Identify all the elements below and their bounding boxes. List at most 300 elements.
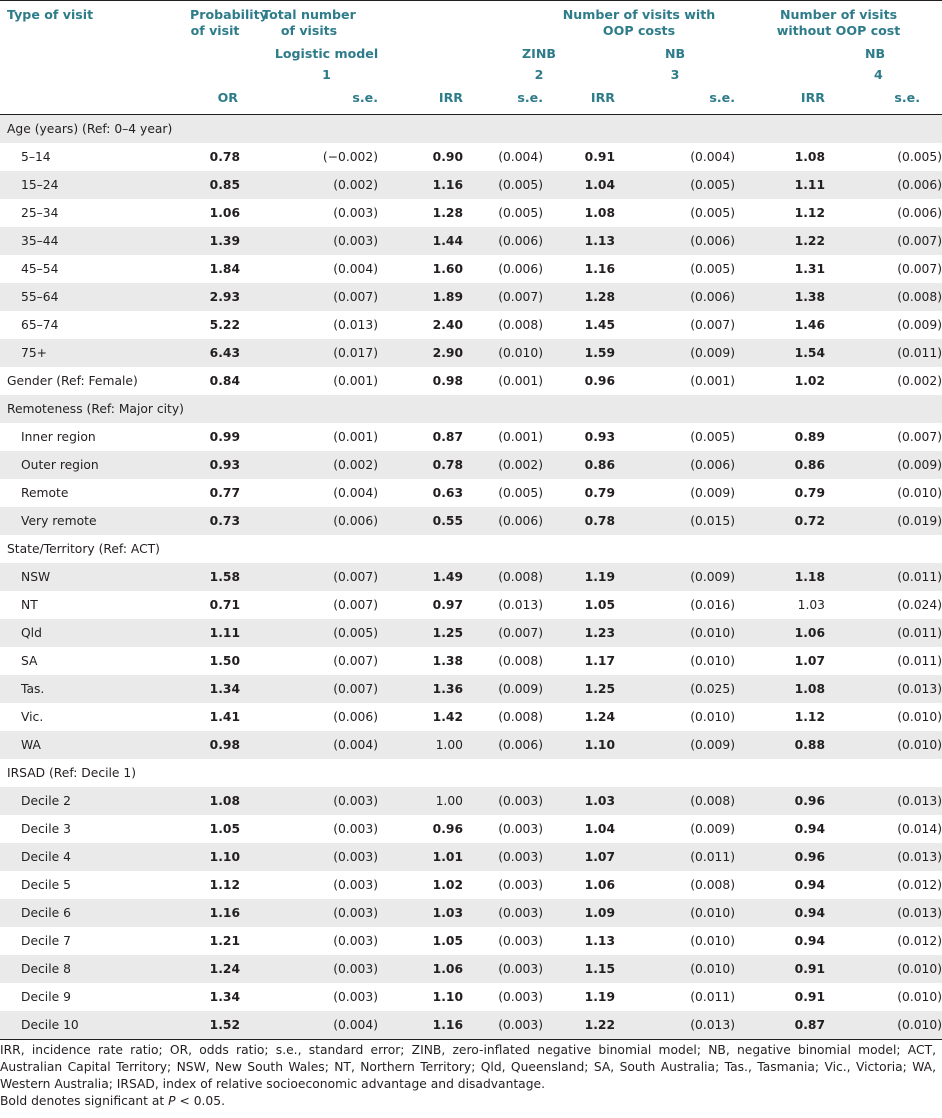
estimate-cell: 0.77 — [209, 486, 240, 500]
se-cell: (0.006) — [615, 283, 735, 311]
table-row — [0, 507, 942, 535]
empty-cell — [543, 535, 615, 563]
estimate-cell: 1.42 — [432, 710, 463, 724]
table-row — [0, 535, 942, 563]
estimate-cell: 1.10 — [190, 843, 240, 871]
se-cell: (0.004) — [240, 1011, 378, 1040]
se-cell: (0.010) — [825, 955, 942, 983]
row-label: 55–64 — [0, 283, 190, 311]
header-total-line2: of visits — [280, 23, 338, 38]
table-row — [0, 591, 942, 619]
table-row — [0, 759, 942, 787]
se-cell: (0.006) — [825, 171, 942, 199]
se-cell: (0.005) — [690, 430, 736, 444]
se-cell: (0.006) — [463, 227, 543, 255]
se-cell: (0.006) — [333, 710, 378, 724]
empty-cell — [825, 395, 942, 423]
se-cell: (0.007) — [897, 430, 942, 444]
se-cell: (0.003) — [463, 955, 543, 983]
se-cell: (0.004) — [498, 150, 543, 164]
row-label: 15–24 — [0, 171, 190, 199]
se-cell: (0.011) — [897, 654, 942, 668]
estimate-cell: 0.85 — [190, 171, 240, 199]
estimate-cell: 1.13 — [584, 934, 615, 948]
se-cell: (0.007) — [240, 563, 378, 591]
table-footnotes — [0, 1042, 936, 1110]
se-cell: (0.004) — [690, 150, 736, 164]
se-cell: (0.006) — [463, 731, 543, 759]
estimate-cell: 1.19 — [584, 990, 615, 1004]
header-prob-line1: Probability — [190, 7, 268, 22]
estimate-cell: 0.86 — [543, 451, 615, 479]
footnote-bold-suffix: < 0.05. — [175, 1094, 225, 1108]
model-number-3: 3 — [670, 67, 680, 82]
se-cell: (0.009) — [463, 675, 543, 703]
se-cell: (0.013) — [825, 675, 942, 703]
estimate-cell: 1.39 — [190, 227, 240, 255]
se-cell: (0.003) — [463, 787, 543, 815]
estimate-cell: 5.22 — [209, 318, 240, 332]
estimate-cell: 0.72 — [735, 507, 825, 535]
se-cell: (0.006) — [240, 507, 378, 535]
se-cell: (0.003) — [463, 843, 543, 871]
row-label: Age (years) (Ref: 0–4 year) — [0, 115, 190, 144]
table-row — [0, 451, 942, 479]
estimate-cell: 1.18 — [735, 563, 825, 591]
row-label: SA — [21, 654, 38, 668]
empty-cell — [735, 395, 825, 423]
estimate-cell: 0.87 — [735, 1011, 825, 1040]
empty-cell — [735, 115, 825, 144]
table-row — [0, 563, 942, 591]
se-cell: (0.006) — [615, 227, 735, 255]
table-row — [0, 255, 942, 283]
se-cell: (0.014) — [897, 822, 942, 836]
header-visits-with-oop — [543, 1, 735, 44]
empty-cell — [735, 759, 825, 787]
estimate-cell: 1.52 — [190, 1011, 240, 1040]
estimate-cell: 1.22 — [543, 1011, 615, 1040]
table-row — [0, 143, 942, 171]
se-cell: (0.005) — [690, 262, 736, 276]
estimate-cell: 1.10 — [543, 731, 615, 759]
se-cell: (0.010) — [615, 955, 735, 983]
estimate-cell: 0.96 — [735, 843, 825, 871]
se-cell: (0.008) — [463, 563, 543, 591]
se-cell: (0.003) — [240, 899, 378, 927]
estimate-cell: 0.99 — [209, 430, 240, 444]
table-row — [0, 675, 942, 703]
se-cell: (0.011) — [615, 843, 735, 871]
row-label: NSW — [0, 563, 190, 591]
se-cell: (0.012) — [897, 878, 942, 892]
se-cell: (0.009) — [615, 563, 735, 591]
estimate-cell: 1.06 — [378, 955, 463, 983]
se-cell: (0.010) — [615, 899, 735, 927]
estimate-cell: 1.58 — [190, 563, 240, 591]
table-row — [0, 871, 942, 899]
empty-cell — [825, 535, 942, 563]
estimate-cell: 1.89 — [378, 283, 463, 311]
estimate-cell: 1.24 — [190, 955, 240, 983]
se-cell: (0.013) — [498, 598, 543, 612]
se-cell: (0.008) — [690, 878, 736, 892]
model-nb-3: NB — [664, 46, 686, 61]
se-cell: (0.009) — [615, 731, 735, 759]
se-cell: (0.003) — [498, 822, 543, 836]
estimate-cell: 0.71 — [209, 598, 240, 612]
table-row — [0, 619, 942, 647]
row-label: Inner region — [21, 430, 96, 444]
se-cell: (0.004) — [240, 731, 378, 759]
row-label: State/Territory (Ref: ACT) — [7, 542, 160, 556]
se-cell: (0.005) — [463, 171, 543, 199]
se-cell: (0.007) — [825, 227, 942, 255]
se-cell: (0.004) — [333, 262, 378, 276]
row-label: Decile 5 — [21, 878, 71, 892]
header-without-line1: Number of visits — [779, 7, 898, 22]
estimate-cell: 0.97 — [432, 598, 463, 612]
estimate-cell: 1.05 — [584, 598, 615, 612]
table-row — [0, 311, 942, 339]
estimate-cell: 0.96 — [735, 787, 825, 815]
empty-cell — [543, 759, 615, 787]
table-row — [0, 171, 942, 199]
estimate-cell: 1.16 — [584, 262, 615, 276]
table-row — [0, 731, 942, 759]
estimate-cell: 0.87 — [432, 430, 463, 444]
estimate-cell: 1.49 — [378, 563, 463, 591]
se-cell: (0.010) — [690, 654, 736, 668]
se-cell: (0.025) — [615, 675, 735, 703]
estimate-cell: 1.31 — [794, 262, 826, 276]
empty-cell — [240, 115, 378, 144]
se-cell: (0.007) — [240, 283, 378, 311]
se-cell: (0.010) — [825, 1011, 942, 1040]
empty-cell — [240, 759, 378, 787]
se-cell: (0.003) — [333, 822, 378, 836]
row-label: Decile 8 — [0, 955, 190, 983]
table-row — [0, 647, 942, 675]
row-label: WA — [0, 731, 190, 759]
se-cell: (0.013) — [825, 843, 942, 871]
estimate-cell: 1.38 — [735, 283, 825, 311]
se-cell: (0.001) — [690, 374, 736, 388]
se-cell: (0.004) — [333, 486, 378, 500]
empty-cell — [463, 535, 543, 563]
col-se-2: s.e. — [463, 85, 543, 115]
estimate-cell: 1.00 — [378, 731, 463, 759]
estimate-cell: 1.11 — [735, 171, 825, 199]
se-cell: (0.009) — [615, 339, 735, 367]
table-row — [0, 367, 942, 395]
model-number-4: 4 — [874, 67, 883, 82]
col-se-4: s.e. — [825, 85, 942, 115]
se-cell: (0.008) — [498, 710, 543, 724]
empty-cell — [378, 759, 463, 787]
se-cell: (0.008) — [825, 283, 942, 311]
estimate-cell: 1.84 — [209, 262, 240, 276]
se-cell: (0.010) — [897, 710, 942, 724]
empty-cell — [825, 115, 942, 144]
header-without-line2: without OOP cost — [776, 23, 901, 38]
estimate-cell: 1.12 — [794, 710, 826, 724]
estimate-cell: 0.94 — [794, 878, 826, 892]
se-cell: (0.005) — [615, 171, 735, 199]
col-irr-2: IRR — [378, 85, 463, 115]
se-cell: (0.006) — [615, 451, 735, 479]
row-label: Remote — [21, 486, 69, 500]
estimate-cell: 1.36 — [378, 675, 463, 703]
estimate-cell: 1.41 — [209, 710, 240, 724]
se-cell: (0.002) — [240, 451, 378, 479]
footnote-significance — [0, 1093, 936, 1110]
se-cell: (0.003) — [498, 878, 543, 892]
estimate-cell: 0.93 — [584, 430, 615, 444]
empty-cell — [615, 535, 735, 563]
estimate-cell: 1.59 — [543, 339, 615, 367]
model-logistic: Logistic model — [274, 46, 379, 61]
se-cell: (0.003) — [240, 227, 378, 255]
se-cell: (0.007) — [463, 283, 543, 311]
se-cell: (0.015) — [615, 507, 735, 535]
se-cell: (0.003) — [333, 206, 378, 220]
row-label: Decile 10 — [0, 1011, 190, 1040]
se-cell: (0.011) — [690, 990, 736, 1004]
header-type-of-visit: Type of visit — [0, 1, 190, 44]
estimate-cell: 1.05 — [209, 822, 240, 836]
estimate-cell: 1.05 — [432, 934, 463, 948]
se-cell: (0.010) — [615, 619, 735, 647]
estimate-cell: 1.08 — [735, 675, 825, 703]
header-with-line1: Number of visits with — [562, 7, 716, 22]
estimate-cell: 1.16 — [378, 171, 463, 199]
estimate-cell: 0.94 — [794, 822, 826, 836]
se-cell: (0.001) — [498, 430, 543, 444]
footnote-bold-prefix: Bold denotes significant at — [0, 1094, 169, 1108]
estimate-cell: 0.94 — [735, 899, 825, 927]
se-cell: (0.007) — [333, 654, 378, 668]
empty-cell — [543, 395, 615, 423]
estimate-cell: 2.90 — [378, 339, 463, 367]
estimate-cell: 0.91 — [584, 150, 615, 164]
se-cell: (0.017) — [240, 339, 378, 367]
se-cell: (0.010) — [690, 934, 736, 948]
empty-cell — [190, 535, 240, 563]
se-cell: (0.002) — [240, 171, 378, 199]
se-cell: (0.005) — [240, 619, 378, 647]
estimate-cell: 1.04 — [543, 171, 615, 199]
table-row — [0, 479, 942, 507]
estimate-cell: 1.11 — [190, 619, 240, 647]
se-cell: (0.019) — [825, 507, 942, 535]
se-cell: (0.003) — [498, 934, 543, 948]
table-row — [0, 227, 942, 255]
se-cell: (0.005) — [690, 206, 736, 220]
estimate-cell: 1.04 — [584, 822, 615, 836]
table-row — [0, 927, 942, 955]
model-number-2: 2 — [534, 67, 544, 82]
estimate-cell: 1.15 — [543, 955, 615, 983]
table-row — [0, 787, 942, 815]
row-label: Vic. — [21, 710, 44, 724]
model-number-1: 1 — [322, 67, 331, 82]
empty-cell — [240, 395, 378, 423]
row-label: IRSAD (Ref: Decile 1) — [7, 766, 137, 780]
se-cell: (0.011) — [825, 619, 942, 647]
empty-cell — [543, 115, 615, 144]
estimate-cell: 1.54 — [735, 339, 825, 367]
table-row — [0, 115, 942, 144]
estimate-cell: 1.03 — [378, 899, 463, 927]
se-cell: (0.008) — [615, 787, 735, 815]
header-with-line2: OOP costs — [602, 23, 676, 38]
row-label: Qld — [0, 619, 190, 647]
estimate-cell: 0.55 — [378, 507, 463, 535]
empty-cell — [463, 115, 543, 144]
col-irr-3: IRR — [543, 85, 615, 115]
table-row — [0, 339, 942, 367]
se-cell: (0.003) — [463, 1011, 543, 1040]
se-cell: (0.005) — [498, 206, 543, 220]
empty-cell — [378, 395, 463, 423]
se-cell: (0.003) — [333, 934, 378, 948]
estimate-cell: 1.24 — [584, 710, 615, 724]
empty-cell — [190, 115, 240, 144]
se-cell: (0.005) — [498, 486, 543, 500]
col-or: OR — [190, 85, 240, 115]
estimate-cell: 1.28 — [543, 283, 615, 311]
se-cell: (0.003) — [498, 990, 543, 1004]
row-label: 65–74 — [21, 318, 59, 332]
se-cell: (0.003) — [333, 878, 378, 892]
model-nb-4: NB — [865, 46, 886, 61]
se-cell: (0.011) — [825, 339, 942, 367]
empty-cell — [825, 759, 942, 787]
se-cell: (0.002) — [897, 374, 942, 388]
se-cell: (0.010) — [897, 486, 942, 500]
empty-cell — [463, 395, 543, 423]
estimate-cell: 1.00 — [378, 787, 463, 815]
estimate-cell: 0.84 — [209, 374, 240, 388]
se-cell: (0.024) — [897, 598, 942, 612]
se-cell: (0.010) — [897, 990, 942, 1004]
estimate-cell: 1.07 — [543, 843, 615, 871]
estimate-cell: 1.06 — [735, 619, 825, 647]
row-label: Gender (Ref: Female) — [7, 374, 138, 388]
estimate-cell: 1.08 — [794, 150, 826, 164]
se-cell: (0.003) — [240, 955, 378, 983]
table-row — [0, 955, 942, 983]
estimate-cell: 0.96 — [432, 822, 463, 836]
estimate-cell: 1.12 — [209, 878, 240, 892]
table-row — [0, 423, 942, 451]
se-cell: (0.007) — [333, 598, 378, 612]
row-label: Tas. — [0, 675, 190, 703]
estimate-cell: 1.38 — [432, 654, 463, 668]
estimate-cell: 1.25 — [543, 675, 615, 703]
se-cell: (0.006) — [498, 262, 543, 276]
se-cell: (0.008) — [498, 318, 543, 332]
table-row — [0, 703, 942, 731]
estimate-cell: 1.19 — [543, 563, 615, 591]
se-cell: (−0.002) — [322, 150, 378, 164]
empty-cell — [240, 535, 378, 563]
estimate-cell: 1.23 — [543, 619, 615, 647]
se-cell: (0.012) — [897, 934, 942, 948]
header-prob-line2: of visit — [190, 23, 240, 38]
se-cell: (0.010) — [690, 710, 736, 724]
se-cell: (0.010) — [825, 731, 942, 759]
estimate-cell: 1.06 — [584, 878, 615, 892]
table-row — [0, 1011, 942, 1040]
estimate-cell: 1.03 — [543, 787, 615, 815]
estimate-cell: 0.91 — [794, 990, 826, 1004]
empty-cell — [615, 115, 735, 144]
estimate-cell: 1.10 — [432, 990, 463, 1004]
table-row — [0, 815, 942, 843]
row-label: Decile 7 — [21, 934, 71, 948]
footnote-abbreviations: IRR, incidence rate ratio; OR, odds ratio; s.e., standard error; ZINB, zero-inflated negative binomial model; NB, negative binomial model; ACT, Australian Capital Territory; NSW, New South Wales; NT, Northern Territory; Qld, Queensland; SA, South Australia; Tas., Tasmania; Vic., Victoria; WA, Western Australia; IRSAD, index of relative socioeconomic advantage and disadvantage. — [0, 1043, 936, 1091]
empty-cell — [378, 535, 463, 563]
se-cell: (0.009) — [897, 318, 942, 332]
estimate-cell: 2.93 — [190, 283, 240, 311]
se-cell: (0.007) — [463, 619, 543, 647]
se-cell: (0.005) — [897, 150, 942, 164]
se-cell: (0.007) — [240, 675, 378, 703]
estimate-cell: 1.03 — [797, 598, 826, 612]
col-se-1: s.e. — [240, 85, 378, 115]
estimate-cell: 1.08 — [190, 787, 240, 815]
estimate-cell: 1.22 — [735, 227, 825, 255]
se-cell: (0.009) — [690, 822, 736, 836]
row-label: 25–34 — [21, 206, 59, 220]
table-row — [0, 983, 942, 1011]
se-cell: (0.002) — [463, 451, 543, 479]
model-zinb: ZINB — [522, 46, 556, 61]
row-label: 5–14 — [21, 150, 51, 164]
se-cell: (0.010) — [463, 339, 543, 367]
row-label: Decile 4 — [0, 843, 190, 871]
estimate-cell: 0.73 — [190, 507, 240, 535]
col-se-3: s.e. — [615, 85, 735, 115]
row-label: 45–54 — [21, 262, 59, 276]
estimate-cell: 1.02 — [794, 374, 826, 388]
estimate-cell: 0.86 — [735, 451, 825, 479]
estimate-cell: 1.45 — [584, 318, 615, 332]
estimate-cell: 0.78 — [378, 451, 463, 479]
estimate-cell: 0.93 — [190, 451, 240, 479]
estimate-cell: 1.01 — [378, 843, 463, 871]
estimate-cell: 1.25 — [378, 619, 463, 647]
se-cell: (0.001) — [333, 430, 378, 444]
header-total-line1: Total number — [262, 7, 356, 22]
col-irr-4: IRR — [735, 85, 825, 115]
estimate-cell: 1.13 — [543, 227, 615, 255]
empty-cell — [615, 395, 735, 423]
estimate-cell: 1.50 — [209, 654, 240, 668]
row-label: NT — [21, 598, 38, 612]
estimate-cell: 1.02 — [432, 878, 463, 892]
header-probability-of-visit — [190, 1, 268, 44]
estimate-cell: 0.98 — [432, 374, 463, 388]
estimate-cell: 0.78 — [209, 150, 240, 164]
empty-cell — [378, 115, 463, 144]
empty-cell — [735, 535, 825, 563]
table-row — [0, 199, 942, 227]
se-cell: (0.013) — [825, 899, 942, 927]
estimate-cell: 1.46 — [794, 318, 826, 332]
